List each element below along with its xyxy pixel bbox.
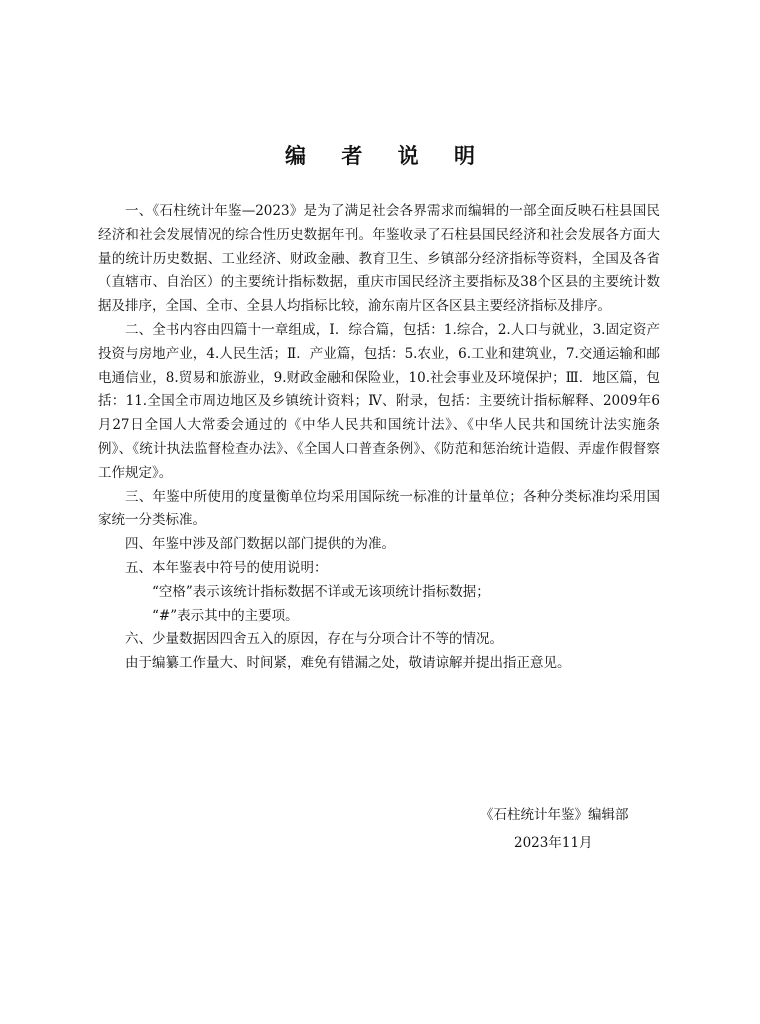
symbol-blank-note: “空格”表示该统计指标数据不详或无该项统计指标数据；: [152, 583, 490, 600]
paragraph-apology: 由于编纂工作量大、时间紧，难免有错漏之处，敬请谅解并提出指正意见。: [125, 655, 571, 672]
paragraph-department-data: 四、年鉴中涉及部门数据以部门提供的为准。: [125, 536, 395, 553]
paragraph-contents: 二、全书内容由四篇十一章组成，Ⅰ．综合篇，包括：1.综合，2.人口与就业，3.固定资产投资与房地产业，4.人民生活；Ⅱ．产业篇，包括：5.农业，6.工业和建筑业，7.交通运输和邮电通信业，8.贸易和旅游业，9.财政金融和保险业，10.社会事业及环境保护；Ⅲ．地区篇，包括：11.全国全市周边地区及乡镇统计资料；Ⅳ、附录，包括：主要统计指标解释、2009年6月27日全国人大常委会通过的《中华人民共和国统计法》、《中华人民共和国统计法实施条例》、《统计执法监督检查办法》、《全国人口普查条例》、《防范和惩治统计造假、弄虚作假督察工作规定》。: [98, 321, 660, 481]
signature-block: [480, 801, 629, 857]
body-text: [98, 200, 660, 676]
symbol-hash-note: “#”表示其中的主要项。: [152, 607, 299, 624]
paragraph-intro: 一、《石柱统计年鉴—2023》是为了满足社会各界需求而编辑的一部全面反映石柱县国民经济和社会发展情况的综合性历史数据年刊。年鉴收录了石柱县国民经济和社会发展各方面大量的统计历史数据、工业经济、财政金融、教育卫生、乡镇部分经济指标等资料，全国及各省（直辖市、自治区）的主要统计指标数据，重庆市国民经济主要指标及38个区县的主要统计数据及排序，全国、全市、全县人均指标比较，渝东南片区各区县主要经济指标及排序。: [98, 203, 660, 315]
signature-date: 2023年11月: [514, 835, 593, 851]
signature-org: 《石柱统计年鉴》编辑部: [480, 807, 629, 823]
page-title: 编 者 说 明: [285, 143, 489, 168]
paragraph-symbols: 五、本年鉴表中符号的使用说明：: [125, 559, 328, 576]
paragraph-rounding: 六、少量数据因四舍五入的原因，存在与分项合计不等的情况。: [125, 631, 503, 648]
paragraph-units: 三、年鉴中所使用的度量衡单位均采用国际统一标准的计量单位；各种分类标准均采用国家统一分类标准。: [98, 488, 660, 529]
